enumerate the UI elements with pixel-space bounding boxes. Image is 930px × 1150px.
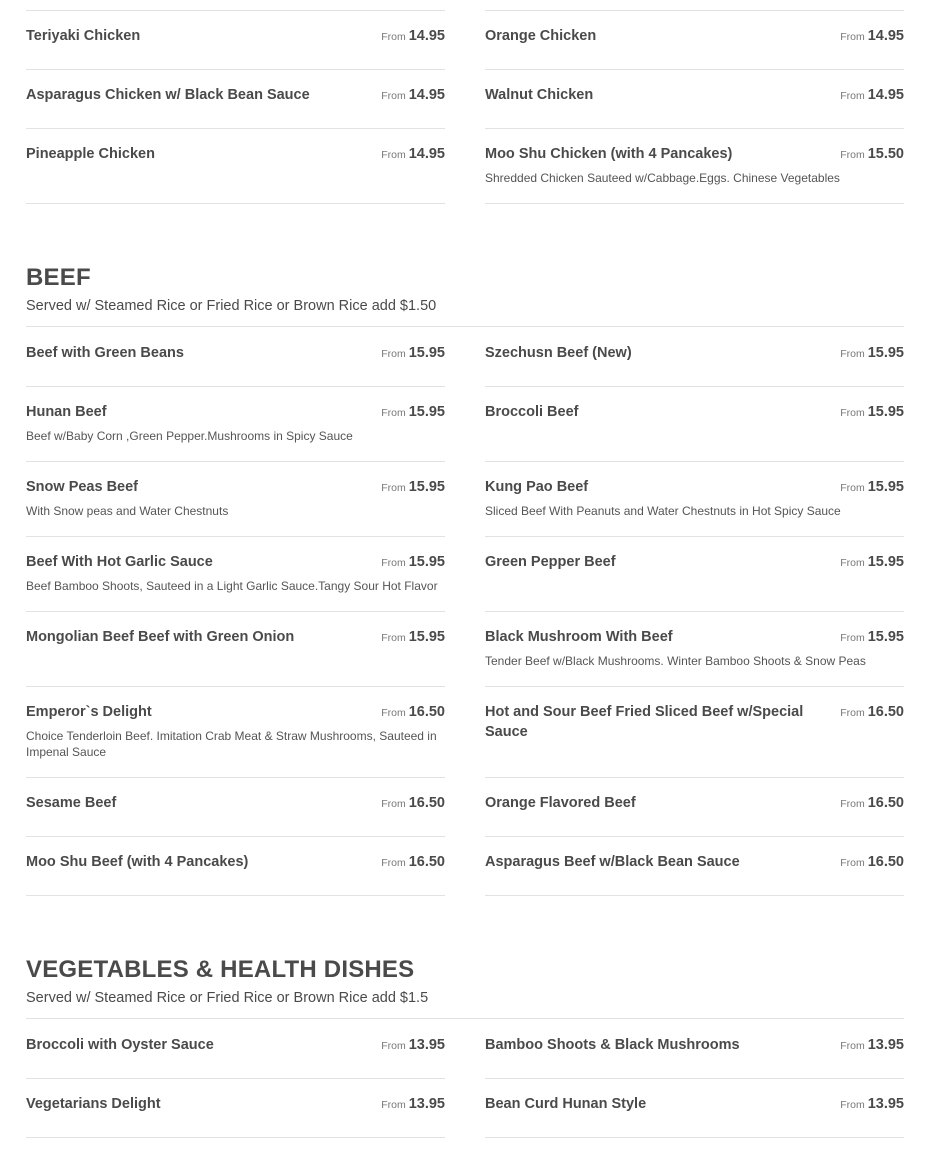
price-amount: 15.95 — [408, 345, 445, 361]
menu-item-price[interactable] — [381, 477, 445, 498]
price-prefix: From — [381, 482, 406, 494]
divider — [26, 611, 445, 612]
menu-item-name[interactable]: Snow Peas Beef — [26, 479, 139, 495]
menu-item-name[interactable]: Sesame Beef — [26, 795, 117, 811]
price-prefix: From — [381, 90, 406, 102]
price-amount: 13.95 — [408, 1037, 445, 1053]
divider — [26, 686, 445, 687]
price-prefix: From — [840, 482, 865, 494]
menu-item-name[interactable]: Vegetarians Delight — [26, 1096, 161, 1112]
price-prefix: From — [381, 149, 406, 161]
menu-item-price[interactable] — [381, 26, 445, 47]
menu-item-price[interactable] — [381, 702, 445, 723]
menu-item-price[interactable] — [840, 144, 904, 165]
divider — [485, 611, 904, 612]
divider — [485, 836, 904, 837]
price-amount: 15.95 — [408, 479, 445, 495]
menu-item-price[interactable] — [840, 702, 904, 723]
menu-item-description: Beef Bamboo Shoots, Sauteed in a Light Garlic Sauce.Tangy Sour Hot Flavor — [26, 579, 438, 593]
divider — [485, 1137, 904, 1138]
menu-item-price[interactable] — [840, 85, 904, 106]
price-amount: 16.50 — [867, 854, 904, 870]
price-prefix: From — [840, 90, 865, 102]
menu-item-price[interactable] — [840, 402, 904, 423]
menu-item-price[interactable] — [840, 552, 904, 573]
menu-item-price[interactable] — [840, 852, 904, 873]
divider — [26, 461, 445, 462]
menu-item-name[interactable]: Pineapple Chicken — [26, 146, 155, 162]
menu-item-price[interactable] — [840, 477, 904, 498]
price-amount: 15.95 — [867, 629, 904, 645]
menu-item-price[interactable] — [381, 793, 445, 814]
price-prefix: From — [840, 348, 865, 360]
menu-item-name[interactable]: Hunan Beef — [26, 404, 107, 420]
price-prefix: From — [840, 31, 865, 43]
menu-item-description: Choice Tenderloin Beef. Imitation Crab Meat & Straw Mushrooms, Sauteed in Impenal Sauce — [26, 729, 437, 759]
section-divider — [26, 1018, 904, 1019]
menu-item-name[interactable]: Green Pepper Beef — [485, 554, 616, 570]
price-amount: 14.95 — [867, 87, 904, 103]
menu-item-description: Beef w/Baby Corn ,Green Pepper.Mushrooms in Spicy Sauce — [26, 429, 353, 443]
divider — [485, 461, 904, 462]
divider — [485, 686, 904, 687]
price-prefix: From — [840, 857, 865, 869]
menu-item-name[interactable]: Asparagus Chicken w/ Black Bean Sauce — [26, 87, 310, 103]
menu-item-price[interactable] — [381, 343, 445, 364]
divider — [485, 777, 904, 778]
price-amount: 16.50 — [867, 795, 904, 811]
price-prefix: From — [840, 798, 865, 810]
menu-item-name[interactable]: Beef with Green Beans — [26, 345, 184, 361]
price-amount: 13.95 — [408, 1096, 445, 1112]
menu-item-name[interactable]: Moo Shu Chicken (with 4 Pancakes) — [485, 146, 733, 162]
menu-item-price[interactable] — [840, 627, 904, 648]
price-prefix: From — [381, 707, 406, 719]
price-amount: 16.50 — [408, 854, 445, 870]
menu-item-description: With Snow peas and Water Chestnuts — [26, 504, 229, 518]
price-amount: 15.95 — [867, 404, 904, 420]
price-prefix: From — [381, 632, 406, 644]
divider — [485, 203, 904, 204]
divider — [26, 895, 445, 896]
menu-item-name[interactable]: Broccoli Beef — [485, 404, 579, 420]
menu-item-name[interactable]: Moo Shu Beef (with 4 Pancakes) — [26, 854, 249, 870]
price-amount: 15.95 — [867, 345, 904, 361]
divider — [485, 10, 904, 11]
price-amount: 13.95 — [867, 1096, 904, 1112]
price-prefix: From — [840, 632, 865, 644]
menu-item-price[interactable] — [381, 144, 445, 165]
menu-item-description: Shredded Chicken Sauteed w/Cabbage.Eggs. Chinese Vegetables — [485, 171, 840, 185]
divider — [485, 386, 904, 387]
menu-item-name[interactable]: Asparagus Beef w/Black Bean Sauce — [485, 854, 740, 870]
menu-item-name[interactable]: Orange Chicken — [485, 28, 597, 44]
price-amount: 15.95 — [867, 554, 904, 570]
menu-item-price[interactable] — [840, 1035, 904, 1056]
menu-item-name[interactable]: Bean Curd Hunan Style — [485, 1096, 647, 1112]
price-prefix: From — [840, 707, 865, 719]
price-prefix: From — [381, 348, 406, 360]
menu-item-name[interactable]: Hot and Sour Beef Fried Sliced Beef w/Special Sauce — [485, 704, 804, 740]
menu-item-price[interactable] — [840, 793, 904, 814]
price-amount: 14.95 — [408, 28, 445, 44]
menu-item-price[interactable] — [381, 402, 445, 423]
divider — [26, 1078, 445, 1079]
menu-item-price[interactable] — [381, 85, 445, 106]
divider — [26, 536, 445, 537]
menu-item-price[interactable] — [840, 26, 904, 47]
divider — [485, 1078, 904, 1079]
price-prefix: From — [381, 1099, 406, 1111]
menu-item-name[interactable]: Black Mushroom With Beef — [485, 629, 673, 645]
price-amount: 16.50 — [867, 704, 904, 720]
price-amount: 15.95 — [408, 554, 445, 570]
menu-item-name[interactable]: Bamboo Shoots & Black Mushrooms — [485, 1037, 740, 1053]
price-amount: 14.95 — [408, 146, 445, 162]
price-prefix: From — [840, 149, 865, 161]
divider — [26, 777, 445, 778]
price-amount: 14.95 — [867, 28, 904, 44]
menu-item-price[interactable] — [381, 852, 445, 873]
menu-item-name[interactable]: Szechusn Beef (New) — [485, 345, 632, 361]
price-amount: 14.95 — [408, 87, 445, 103]
menu-item-name[interactable]: Teriyaki Chicken — [26, 28, 141, 44]
menu-item-name[interactable]: Kung Pao Beef — [485, 479, 589, 495]
section-title: VEGETABLES & HEALTH DISHES — [26, 956, 415, 983]
divider — [26, 10, 445, 11]
price-amount: 16.50 — [408, 795, 445, 811]
menu-item-name[interactable]: Beef With Hot Garlic Sauce — [26, 554, 213, 570]
price-prefix: From — [381, 798, 406, 810]
price-prefix: From — [840, 557, 865, 569]
menu-item-name[interactable]: Broccoli with Oyster Sauce — [26, 1037, 214, 1053]
price-prefix: From — [381, 1040, 406, 1052]
price-amount: 15.95 — [867, 479, 904, 495]
divider — [485, 895, 904, 896]
menu-item-description: Sliced Beef With Peanuts and Water Chestnuts in Hot Spicy Sauce — [485, 504, 841, 518]
divider — [485, 69, 904, 70]
price-amount: 16.50 — [408, 704, 445, 720]
menu-item-name[interactable]: Emperor`s Delight — [26, 704, 152, 720]
menu-item-price[interactable] — [381, 627, 445, 648]
menu-item-price[interactable] — [381, 552, 445, 573]
divider — [26, 1137, 445, 1138]
price-amount: 13.95 — [867, 1037, 904, 1053]
menu-item-price[interactable] — [840, 1094, 904, 1115]
divider — [485, 536, 904, 537]
divider — [26, 836, 445, 837]
divider — [26, 203, 445, 204]
menu-item-price[interactable] — [840, 343, 904, 364]
price-amount: 15.95 — [408, 629, 445, 645]
menu-item-price[interactable] — [381, 1094, 445, 1115]
price-prefix: From — [381, 557, 406, 569]
menu-item-price[interactable] — [381, 1035, 445, 1056]
price-prefix: From — [381, 407, 406, 419]
price-prefix: From — [840, 407, 865, 419]
menu-item-name[interactable]: Walnut Chicken — [485, 87, 594, 103]
section-title: BEEF — [26, 264, 91, 291]
price-amount: 15.50 — [867, 146, 904, 162]
section-subtitle: Served w/ Steamed Rice or Fried Rice or Brown Rice add $1.50 — [26, 298, 437, 314]
divider — [26, 386, 445, 387]
price-prefix: From — [840, 1099, 865, 1111]
price-prefix: From — [840, 1040, 865, 1052]
menu-item-name[interactable]: Orange Flavored Beef — [485, 795, 636, 811]
divider — [485, 128, 904, 129]
price-prefix: From — [381, 857, 406, 869]
section-divider — [26, 326, 904, 327]
price-amount: 15.95 — [408, 404, 445, 420]
menu-item-description: Tender Beef w/Black Mushrooms. Winter Bamboo Shoots & Snow Peas — [485, 654, 866, 668]
divider — [26, 128, 445, 129]
divider — [26, 69, 445, 70]
section-subtitle: Served w/ Steamed Rice or Fried Rice or Brown Rice add $1.5 — [26, 990, 429, 1006]
price-prefix: From — [381, 31, 406, 43]
menu-item-name[interactable]: Mongolian Beef Beef with Green Onion — [26, 629, 295, 645]
